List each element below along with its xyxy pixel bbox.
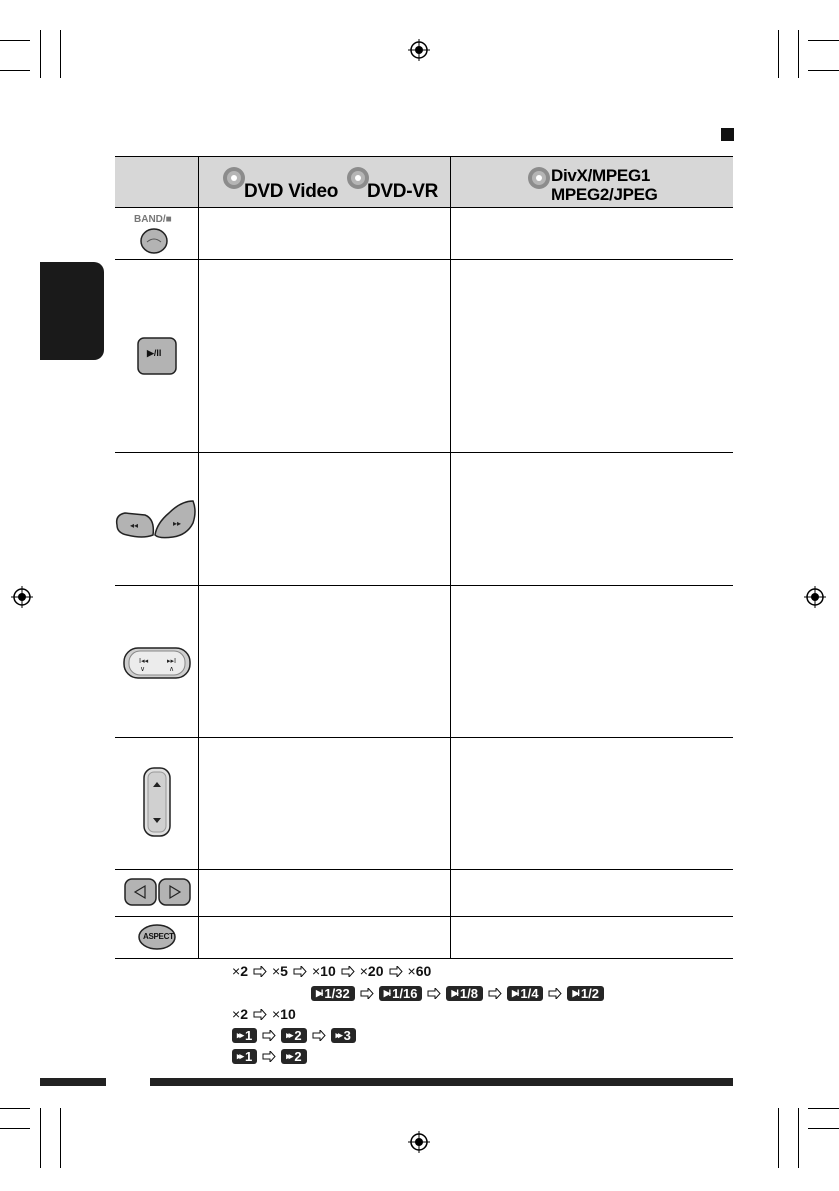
column-divider <box>450 156 451 958</box>
legend-row-1 <box>232 963 431 979</box>
table-divider <box>115 869 733 870</box>
arrow-right-icon <box>341 966 355 977</box>
svg-text:∧: ∧ <box>169 665 175 673</box>
band-stop-label: BAND/■ <box>134 214 172 225</box>
table-divider <box>115 207 733 208</box>
table-divider <box>115 156 733 157</box>
table-divider <box>115 585 733 586</box>
disc-icon <box>527 166 551 190</box>
footer-bar <box>40 1078 106 1086</box>
aspect-key[interactable] <box>137 923 177 951</box>
speed-value: × 2 <box>232 963 248 979</box>
search-speed-badge: ▸▸ 1 <box>232 1028 257 1043</box>
arrow-right-icon <box>389 966 403 977</box>
band-stop-key[interactable] <box>128 214 188 256</box>
skip-dial-icon[interactable] <box>122 646 192 680</box>
slow-speed-badge: ▶I 1/8 <box>446 986 483 1001</box>
registration-mark-icon <box>408 39 430 61</box>
footer-bar <box>150 1078 733 1086</box>
rewind-forward-keys[interactable] <box>113 495 197 541</box>
table-divider <box>115 916 733 917</box>
legend-row-5 <box>232 1048 307 1064</box>
speed-value: × 2 <box>232 1006 248 1022</box>
registration-mark-icon <box>11 586 33 608</box>
svg-text:∨: ∨ <box>140 665 146 673</box>
table-divider <box>115 737 733 738</box>
legend-row-4 <box>232 1027 356 1043</box>
arrow-right-icon <box>262 1051 276 1062</box>
arrow-right-icon <box>253 1009 267 1020</box>
arrow-right-icon <box>427 988 441 999</box>
search-speed-badge: ▸▸ 2 <box>281 1049 306 1064</box>
slow-speed-badge: ▶I 1/4 <box>507 986 544 1001</box>
section-marker <box>721 128 734 141</box>
dvd-vr-label: DVD-VR <box>367 181 439 202</box>
arrow-right-icon <box>253 966 267 977</box>
aspect-label: ASPECT <box>143 932 174 941</box>
arrow-right-icon <box>360 988 374 999</box>
legend-row-2 <box>311 985 604 1001</box>
dvd-video-label: DVD Video <box>244 181 339 202</box>
table-divider <box>115 259 733 260</box>
speed-value: × 5 <box>272 963 288 979</box>
disc-icon <box>222 166 246 190</box>
speed-value: × 20 <box>360 963 384 979</box>
speed-value: × 10 <box>272 1006 296 1022</box>
arrow-right-icon <box>488 988 502 999</box>
svg-text:▸▸: ▸▸ <box>173 519 182 528</box>
up-down-slider-icon[interactable] <box>142 766 172 838</box>
slow-speed-badge: ▶I 1/16 <box>379 986 423 1001</box>
search-speed-badge: ▸▸ 3 <box>331 1028 356 1043</box>
svg-text:I◂◂: I◂◂ <box>139 657 149 665</box>
table-divider <box>115 452 733 453</box>
divx-label-line1: DivX/MPEG1 <box>551 166 651 185</box>
divx-label-line2: MPEG2/JPEG <box>551 185 658 204</box>
play-pause-key[interactable] <box>137 337 177 375</box>
registration-mark-icon <box>804 586 826 608</box>
svg-text:◂◂: ◂◂ <box>130 521 139 530</box>
play-pause-label: ▶/II <box>147 348 162 358</box>
legend-row-3 <box>232 1006 296 1022</box>
search-speed-badge: ▸▸ 1 <box>232 1049 257 1064</box>
slow-speed-badge: ▶I 1/32 <box>311 986 355 1001</box>
column-divider <box>198 156 199 958</box>
table-divider <box>115 958 733 959</box>
arrow-right-icon <box>548 988 562 999</box>
speed-value: × 10 <box>312 963 336 979</box>
search-speed-badge: ▸▸ 2 <box>281 1028 306 1043</box>
arrow-right-icon <box>312 1030 326 1041</box>
round-button-icon <box>140 228 168 254</box>
svg-text:▸▸I: ▸▸I <box>167 657 177 665</box>
arrow-right-icon <box>262 1030 276 1041</box>
speed-value: × 60 <box>408 963 432 979</box>
language-side-tab <box>40 262 104 360</box>
arrow-right-icon <box>293 966 307 977</box>
registration-mark-icon <box>408 1131 430 1153</box>
slow-speed-badge: ▶I 1/2 <box>567 986 604 1001</box>
left-right-keys[interactable] <box>124 877 194 907</box>
